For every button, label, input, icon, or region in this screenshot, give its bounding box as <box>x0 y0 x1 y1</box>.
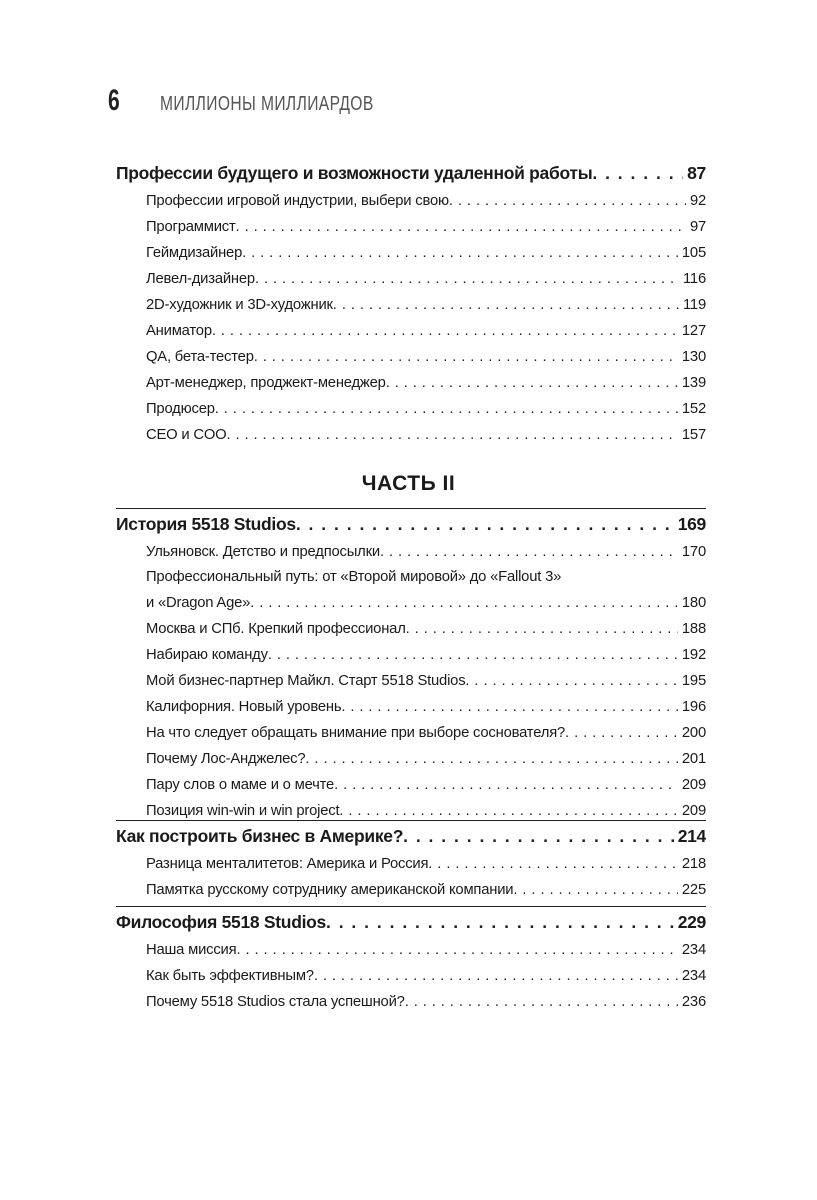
page-number: 6 <box>108 84 120 117</box>
toc-entry[interactable]: Левел-дизайнер . . . 116 <box>116 266 706 292</box>
toc-entry[interactable]: Наша миссия . . . 234 <box>116 937 706 963</box>
running-header <box>108 84 434 118</box>
toc-entry[interactable]: Разница менталитетов: Америка и Россия . . . 218 <box>116 851 706 877</box>
chapter-title: Философия 5518 Studios <box>116 912 326 932</box>
page-ref: 229 <box>677 912 706 932</box>
chapter-title: Как построить бизнес в Америке? <box>116 826 404 846</box>
toc-entry[interactable]: Мой бизнес-партнер Майкл. Старт 5518 Studios . . . 195 <box>116 668 706 694</box>
toc-entry[interactable]: Пару слов о маме и о мечте . . . 209 <box>116 772 706 798</box>
toc-entry[interactable]: Продюсер . . . 152 <box>116 396 706 422</box>
toc-chapter[interactable] <box>116 821 706 851</box>
toc-entry[interactable]: Позиция win-win и win project . . . 209 <box>116 798 706 824</box>
toc-entry[interactable]: Москва и СПб. Крепкий профессионал . . . 188 <box>116 616 706 642</box>
toc-entry[interactable]: CEO и COO . . . 157 <box>116 422 706 448</box>
toc-entry[interactable]: Калифорния. Новый уровень . . . 196 <box>116 694 706 720</box>
toc-entry[interactable]: Арт-менеджер, проджект-менеджер . . . 139 <box>116 370 706 396</box>
toc-entry[interactable]: Как быть эффективным? . . . 234 <box>116 963 706 989</box>
toc-entry[interactable]: Геймдизайнер . . . 105 <box>116 240 706 266</box>
toc-chapter[interactable] <box>116 907 706 937</box>
chapter-title: Профессии будущего и возможности удаленной работы <box>116 163 593 183</box>
toc-entry[interactable]: Набираю команду . . . 192 <box>116 642 706 668</box>
toc-chapter[interactable] <box>116 158 706 188</box>
page-ref: 214 <box>677 826 706 846</box>
toc-entry[interactable]: На что следует обращать внимание при выборе соснователя? . . . 200 <box>116 720 706 746</box>
toc-section-business <box>116 820 706 903</box>
toc-entry[interactable]: Почему 5518 Studios стала успешной? . . . 236 <box>116 989 706 1015</box>
toc-entry[interactable]: Программист . . . 97 <box>116 214 706 240</box>
toc-chapter[interactable] <box>116 509 706 539</box>
part-title: ЧАСТЬ II <box>361 472 456 495</box>
running-title: МИЛЛИОНЫ МИЛЛИАРДОВ <box>160 93 374 115</box>
toc-entry-line1[interactable]: Профессиональный путь: от «Второй мировой» до «Fallout 3» <box>146 569 562 585</box>
toc-entry[interactable]: Аниматор . . . 127 <box>116 318 706 344</box>
toc-entry[interactable]: Ульяновск. Детство и предпосылки . . . 170 <box>116 539 706 565</box>
chapter-title: История 5518 Studios <box>116 514 296 534</box>
toc-entry[interactable]: Памятка русскому сотруднику американской компании . . . 225 <box>116 877 706 903</box>
toc-section-philosophy <box>116 906 706 1015</box>
toc-entry[interactable]: Профессии игровой индустрии, выбери свою . . . 92 <box>116 188 706 214</box>
page-ref: 87 <box>687 163 706 183</box>
toc-section-history <box>116 508 706 824</box>
page-ref: 169 <box>677 514 706 534</box>
toc-entry[interactable]: и «Dragon Age» . . . 180 <box>116 590 706 616</box>
toc-entry[interactable]: Почему Лос-Анджелес? . . . 201 <box>116 746 706 772</box>
toc-entry[interactable]: QA, бета-тестер . . . 130 <box>116 344 706 370</box>
toc-section-professions <box>116 158 706 448</box>
toc-entry[interactable]: 2D-художник и 3D-художник . . . 119 <box>116 292 706 318</box>
